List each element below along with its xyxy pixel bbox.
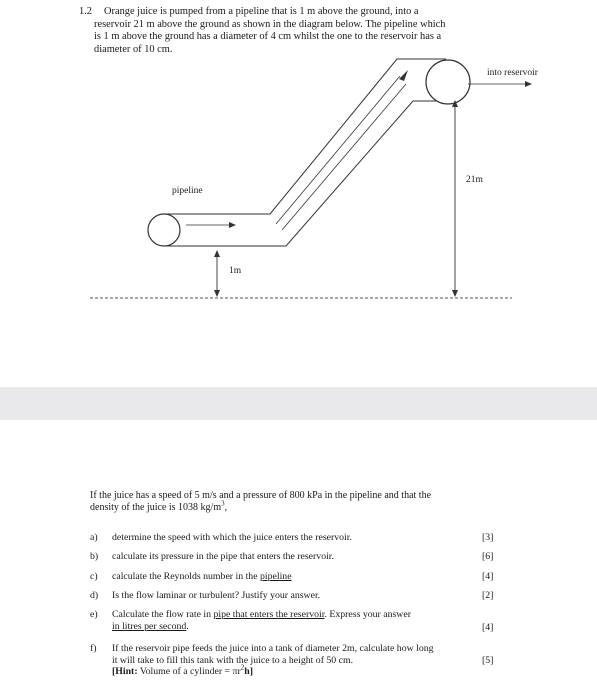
question-label: e) bbox=[90, 609, 98, 620]
flow-arrowhead-incline bbox=[399, 70, 408, 81]
dimension-1m-arrow-top bbox=[214, 250, 220, 257]
label-into-reservoir: into reservoir bbox=[487, 68, 538, 78]
hint-end: h] bbox=[244, 666, 253, 677]
question-label: d) bbox=[90, 590, 99, 601]
question-label: b) bbox=[90, 551, 99, 562]
dimension-1m-arrow-bottom bbox=[214, 290, 220, 297]
question-text bbox=[112, 609, 482, 632]
questions-intro bbox=[90, 490, 500, 514]
question-text-underlined: in litres per second bbox=[112, 620, 187, 632]
label-21m: 21m bbox=[466, 175, 483, 185]
question-text-part: If the reservoir pipe feeds the juice into a tank of diameter 2m, calculate how long bbox=[112, 643, 434, 654]
question-text bbox=[112, 571, 482, 583]
hint-exponent: 2 bbox=[240, 663, 245, 672]
flow-line-2 bbox=[282, 84, 406, 230]
problem-line-4: diameter of 10 cm. bbox=[94, 43, 173, 55]
pipe-outline-upper bbox=[164, 59, 446, 214]
density-text: density of the juice is 1038 kg/m bbox=[90, 502, 222, 513]
pipeline-inlet-circle bbox=[148, 214, 180, 246]
flow-line-1 bbox=[276, 76, 400, 224]
density-exponent: 3 bbox=[221, 499, 225, 508]
question-marks: [2] bbox=[482, 590, 494, 601]
question-text-part: Calculate the flow rate in bbox=[112, 609, 214, 620]
pipe-outline-lower bbox=[164, 101, 446, 246]
dimension-21m-arrow-bottom bbox=[452, 290, 458, 297]
question-text-part: . bbox=[186, 620, 189, 632]
question-text: Is the flow laminar or turbulent? Justify your answer. bbox=[112, 590, 321, 601]
hint-text: Volume of a cylinder = πr bbox=[137, 666, 241, 677]
questions-intro-line-2 bbox=[90, 499, 500, 514]
question-label: c) bbox=[90, 571, 98, 582]
question-text-underlined: pipe that enters the reservoir bbox=[213, 609, 325, 620]
question-text-part: . Express your answer bbox=[324, 609, 411, 620]
label-1m: 1m bbox=[229, 266, 242, 276]
problem-line-1: Orange juice is pumped from a pipeline that is 1 m above the ground, into a bbox=[104, 6, 419, 17]
problem-line-2: reservoir 21 m above the ground as shown in the diagram below. The pipeline which bbox=[94, 18, 446, 30]
density-comma: , bbox=[224, 502, 228, 513]
question-text: calculate its pressure in the pipe that enters the reservoir. bbox=[112, 551, 334, 562]
question-marks: [6] bbox=[482, 551, 494, 562]
question-marks: [5] bbox=[482, 655, 494, 666]
question-text bbox=[112, 643, 492, 678]
question-label: f) bbox=[90, 643, 97, 654]
inlet-flow-arrowhead bbox=[229, 222, 236, 228]
question-text-part: it will take to fill this tank with the juice to a height of 50 cm. bbox=[112, 654, 354, 666]
question-marks: [3] bbox=[482, 532, 494, 543]
question-text-part: calculate the Reynolds number in the bbox=[112, 571, 260, 582]
problem-line-3: is 1 m above the ground has a diameter of 4 cm whilst the one to the reservoir has a bbox=[94, 31, 442, 43]
question-text-underlined: pipeline bbox=[260, 571, 292, 582]
questions-intro-line-1: If the juice has a speed of 5 m/s and a pressure of 800 kPa in the pipeline and that the bbox=[90, 490, 432, 501]
problem-number: 1.2 bbox=[79, 6, 92, 17]
outlet-flow-arrowhead bbox=[525, 81, 532, 87]
question-marks: [4] bbox=[482, 571, 494, 582]
label-pipeline: pipeline bbox=[172, 186, 203, 196]
hint-label: [Hint: bbox=[112, 666, 138, 677]
question-text: determine the speed with which the juice enters the reservoir. bbox=[112, 532, 352, 543]
reservoir-outlet-circle bbox=[426, 60, 470, 104]
question-marks: [4] bbox=[482, 622, 494, 633]
question-label: a) bbox=[90, 532, 98, 543]
